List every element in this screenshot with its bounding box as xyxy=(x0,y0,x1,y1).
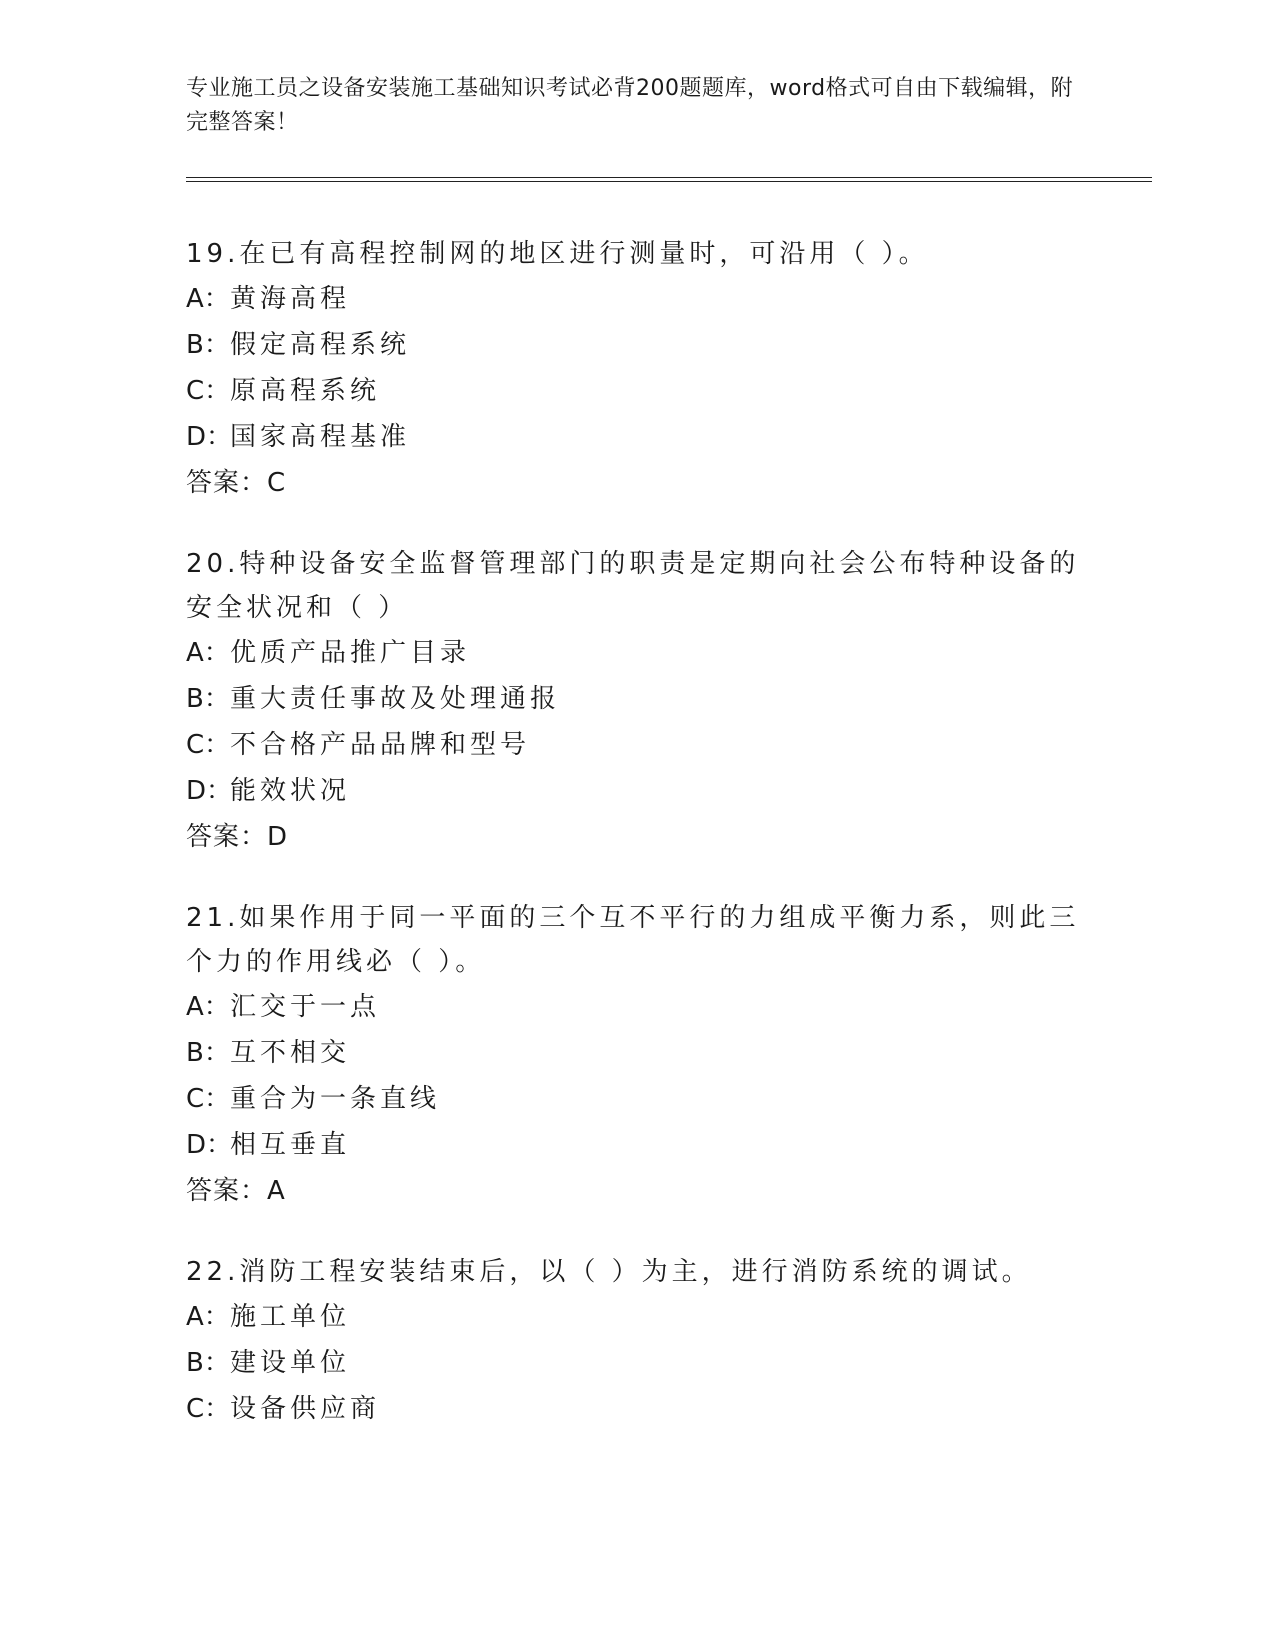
option-key: D： xyxy=(186,422,233,452)
option-text: 原高程系统 xyxy=(230,376,381,406)
option-key: B： xyxy=(186,684,230,714)
option-key: B： xyxy=(186,1348,230,1378)
question-stem: 21.如果作用于同一平面的三个互不平行的力组成平衡力系，则此三个力的作用线必（ ）。 xyxy=(186,903,1080,977)
option-text: 设备供应商 xyxy=(230,1394,381,1424)
option-text: 能效状况 xyxy=(230,776,351,806)
option-d xyxy=(186,1122,1086,1168)
option-c xyxy=(186,1386,1086,1432)
option-key: C： xyxy=(186,730,231,760)
option-text: 汇交于一点 xyxy=(230,992,381,1022)
option-key: C： xyxy=(186,1394,231,1424)
option-a xyxy=(186,276,1086,322)
answer-line: 答案：D xyxy=(186,822,289,852)
option-d xyxy=(186,768,1086,814)
option-b xyxy=(186,1030,1086,1076)
option-text: 优质产品推广目录 xyxy=(230,638,471,668)
option-text: 重合为一条直线 xyxy=(230,1084,441,1114)
option-text: 施工单位 xyxy=(230,1302,351,1332)
option-text: 假定高程系统 xyxy=(230,330,411,360)
option-key: C： xyxy=(186,1084,231,1114)
option-b xyxy=(186,322,1086,368)
option-text: 相互垂直 xyxy=(230,1130,351,1160)
document-header xyxy=(186,72,1086,140)
option-b xyxy=(186,676,1086,722)
option-c xyxy=(186,368,1086,414)
option-key: B： xyxy=(186,1038,230,1068)
option-key: A： xyxy=(186,1302,230,1332)
option-a xyxy=(186,984,1086,1030)
option-text: 重大责任事故及处理通报 xyxy=(230,684,561,714)
option-key: C： xyxy=(186,376,231,406)
option-key: D： xyxy=(186,1130,233,1160)
answer-line: 答案：A xyxy=(186,1176,286,1206)
question-22 xyxy=(186,1250,1086,1432)
question-stem: 19.在已有高程控制网的地区进行测量时，可沿用（ ）。 xyxy=(186,239,929,269)
option-d xyxy=(186,414,1086,460)
option-text: 建设单位 xyxy=(230,1348,351,1378)
option-key: D： xyxy=(186,776,233,806)
option-b xyxy=(186,1340,1086,1386)
answer-line: 答案：C xyxy=(186,468,287,498)
option-a xyxy=(186,1294,1086,1340)
question-19 xyxy=(186,232,1086,506)
option-text: 互不相交 xyxy=(230,1038,351,1068)
question-21 xyxy=(186,896,1086,1214)
option-text: 不合格产品品牌和型号 xyxy=(230,730,531,760)
question-20 xyxy=(186,542,1086,860)
option-c xyxy=(186,722,1086,768)
option-key: A： xyxy=(186,638,230,668)
document-title: 专业施工员之设备安装施工基础知识考试必背200题题库，word格式可自由下载编辑，附完整答案！ xyxy=(186,76,1074,135)
option-key: A： xyxy=(186,284,230,314)
option-text: 黄海高程 xyxy=(230,284,351,314)
question-stem: 20.特种设备安全监督管理部门的职责是定期向社会公布特种设备的安全状况和（ ） xyxy=(186,549,1080,623)
question-stem: 22.消防工程安装结束后，以（ ）为主，进行消防系统的调试。 xyxy=(186,1257,1032,1287)
option-c xyxy=(186,1076,1086,1122)
option-key: A： xyxy=(186,992,230,1022)
header-divider xyxy=(186,177,1152,182)
question-list xyxy=(186,232,1086,1468)
option-text: 国家高程基准 xyxy=(230,422,411,452)
option-a xyxy=(186,630,1086,676)
option-key: B： xyxy=(186,330,230,360)
